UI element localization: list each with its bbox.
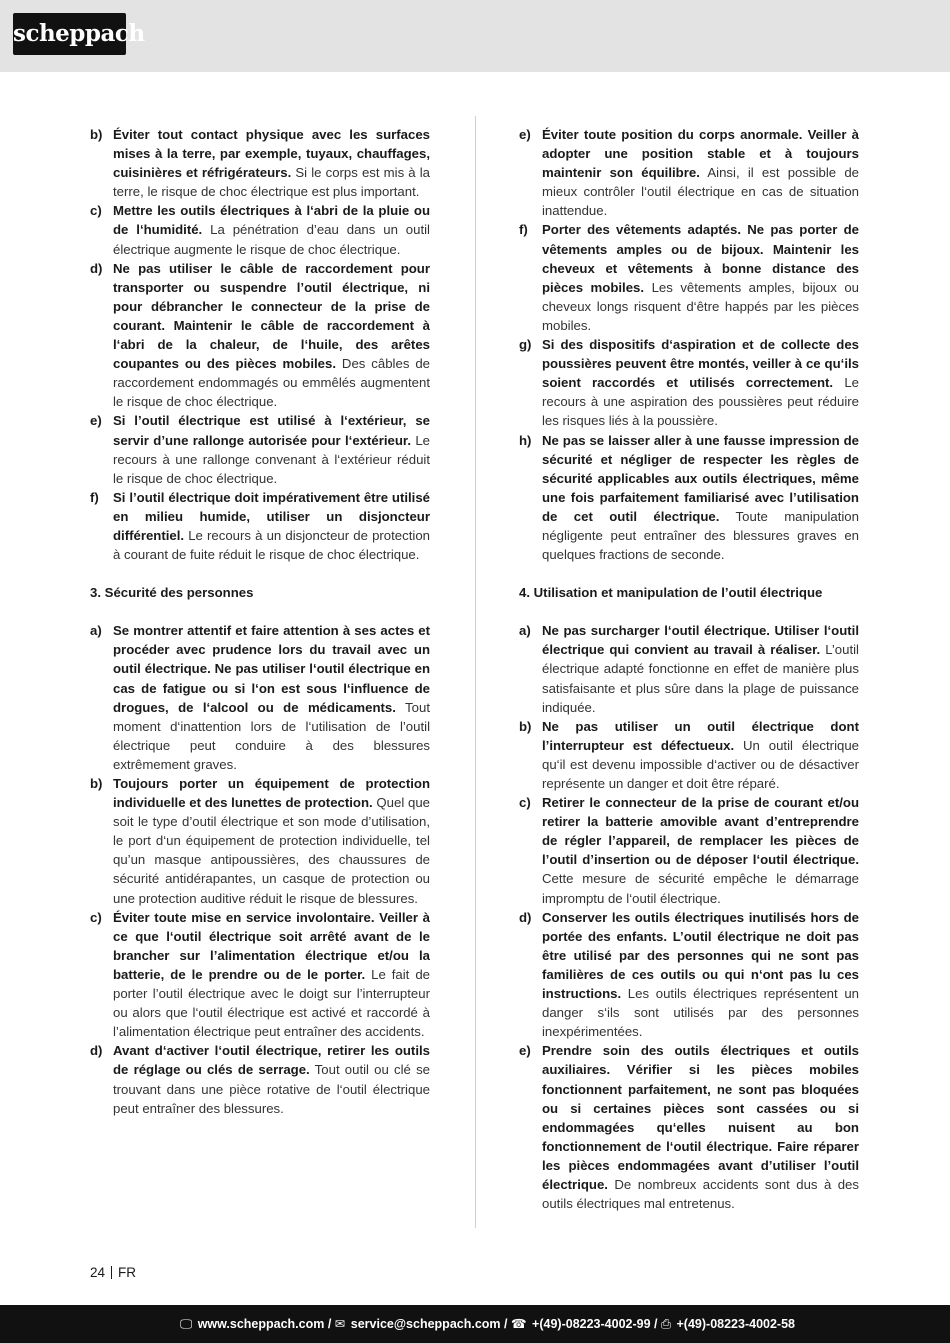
list-item-instruction: Conserver les outils électriques inutilisés hors de portée des enfants. L’outil électrique ne doit pas être utilisé par des personnes qui ne sont pas familières de ces outils ou qui n‘ont pas lu ces instructions. (542, 909, 859, 1002)
list-item-letter: a) (90, 623, 102, 639)
mail-icon: ✉ (334, 1317, 346, 1331)
list-item-instruction: Avant d‘activer l‘outil électrique, retirer les outils de réglage ou clés de serrage. (113, 1043, 430, 1078)
right-items-top (519, 125, 859, 564)
list-item-letter: d) (90, 260, 103, 276)
page-header (0, 0, 950, 72)
section-heading-3: 3. Sécurité des personnes (90, 585, 254, 601)
list-item-explanation: Le recours à une rallonge convenant à l‘extérieur réduit le risque de choc électrique. (113, 432, 430, 486)
language-code: FR (118, 1265, 137, 1280)
list-item-instruction: Prendre soin des outils électriques et outils auxiliaires. Vérifier si les pièces mobiles fonctionnent parfaitement, ne sont pas bloquées ou si certaines pièces sont cassées ou si endommagées qu‘elles nuisent au bon fonctionnement de l‘outil électrique. Faire réparer les pièces endommagées avant d’utiliser l’outil électrique. (542, 1043, 859, 1192)
list-item-letter: f) (90, 489, 99, 505)
list-item (90, 621, 430, 774)
spacer (519, 564, 859, 583)
list-item-explanation: Toute manipulation négligente peut entraîner des blessures graves en quelques fractions de seconde. (542, 508, 859, 563)
list-item (519, 220, 859, 335)
list-item-explanation: Un outil électrique qu‘il est devenu impossible d‘activer ou de désactiver représente un danger et doit être réparé. (542, 737, 859, 791)
list-item-instruction: Éviter toute mise en service involontaire. Veiller à ce que l‘outil électrique soit arrêté avant de le brancher sur l’alimentation électrique et/ou la batterie, de le prendre ou de le porter. (113, 909, 430, 982)
list-item (90, 259, 430, 412)
list-item-explanation: Tout moment d‘inattention lors de l‘utilisation de l’outil électrique peut conduire à des blessures extrêmement graves. (113, 699, 430, 772)
list-item-instruction: Se montrer attentif et faire attention à ses actes et procéder avec prudence lors du travail avec un outil électrique. Ne pas utiliser l‘outil électrique en cas de fatigue ou si l‘on est sous l‘influence de drogues, de l‘alcool ou de médicaments. (113, 623, 430, 715)
scheppach-logo: scheppach (13, 13, 126, 55)
list-item-explanation: L’outil électrique adapté fonctionne en effet de manière plus satisfaisante et plus sûre dans la plage de puissance indiquée. (542, 642, 859, 715)
phone-icon: ☎ (510, 1317, 527, 1331)
list-item-explanation: Quel que soit le type d’outil électrique et son mode d’utilisation, le port d‘un équipement de protection individuelle, tel qu’un masque antipoussières, des chaussures de sécurité antidérapantes, un casque de protection ou une protection auditive réduit le risque de blessures. (113, 795, 430, 906)
section-heading-4: 4. Utilisation et manipulation de l’outil électrique (519, 585, 823, 601)
list-item-letter: h) (519, 432, 532, 448)
list-item (90, 908, 430, 1042)
list-item (519, 793, 859, 908)
spacer (90, 564, 430, 583)
list-item-explanation: Les outils électriques représentent un danger s‘ils sont utilisés par des personnes inexpérimentées. (542, 986, 859, 1040)
list-item-instruction: Si l’outil électrique doit impérativement être utilisé en milieu humide, utiliser un disjoncteur différentiel. (113, 489, 430, 543)
footer-phone: +(49)-08223-4002-99 (532, 1317, 651, 1331)
list-item-explanation: La pénétration d’eau dans un outil électrique augmente le risque de choc électrique. (113, 222, 430, 257)
list-item-instruction: Ne pas utiliser un outil électrique dont l’interrupteur est défectueux. (542, 718, 859, 753)
footer-separator: / (654, 1317, 658, 1331)
list-item (519, 908, 859, 1042)
list-item-explanation: De nombreux accidents sont dus à des outils électriques mal entretenus. (542, 1176, 859, 1212)
list-item-letter: b) (90, 127, 103, 142)
list-item-instruction: Éviter toute position du corps anormale. Veiller à adopter une position stable et à toujours maintenir son équilibre. (542, 127, 859, 181)
list-item-instruction: Mettre les outils électriques à l‘abri de la pluie ou de l‘humidité. (113, 203, 430, 238)
left-items-top (90, 125, 430, 564)
page-number-block (90, 1265, 136, 1280)
list-item-instruction: Toujours porter un équipement de protection individuelle et des lunettes de protection. (113, 776, 430, 811)
column-divider (475, 116, 476, 1228)
list-item (90, 1041, 430, 1117)
footer-fax: +(49)-08223-4002-58 (676, 1317, 795, 1331)
footer-contact (180, 1305, 795, 1343)
page-number: 24 (90, 1265, 106, 1280)
list-item (519, 717, 859, 793)
left-items-bottom (90, 621, 430, 1117)
list-item-letter: d) (90, 1043, 103, 1059)
list-item-instruction: Ne pas se laisser aller à une fausse impression de sécurité et négliger de respecter les règles de sécurité applicables aux outils électriques, même une fois parfaitement familiarisé avec l’utilisation de cet outil électrique. (542, 432, 859, 524)
computer-icon: 🖵 (180, 1317, 193, 1331)
list-item-explanation: Si le corps est mis à la terre, le risque de choc électrique est plus important. (113, 165, 430, 200)
list-item-letter: e) (90, 413, 102, 429)
list-item-letter: b) (519, 718, 532, 734)
list-item-letter: a) (519, 623, 531, 639)
list-item (519, 621, 859, 716)
list-item-explanation: Ainsi, il est possible de mieux contrôler l‘outil électrique en cas de situation inattendue. (542, 165, 859, 219)
list-item-explanation: Les vêtements amples, bijoux ou cheveux longs risquent d‘être happés par les pièces mobiles. (542, 279, 859, 333)
list-item (519, 1041, 859, 1213)
list-item (519, 431, 859, 565)
footer-separator: / (327, 1317, 332, 1331)
list-item-instruction: Ne pas utiliser le câble de raccordement pour transporter ou suspendre l’outil électrique, ni pour débrancher le connecteur de la prise de courant. Maintenir le câble de raccordement à l‘abri de la chaleur, de l‘huile, des arêtes coupantes ou des pièces mobiles. (113, 260, 430, 372)
list-item-letter: d) (519, 909, 532, 925)
list-item (519, 335, 859, 430)
list-item (90, 774, 430, 908)
right-column (519, 125, 859, 1213)
fax-icon: ⎙ (661, 1317, 672, 1331)
right-items-bottom (519, 621, 859, 1213)
list-item-instruction: Porter des vêtements adaptés. Ne pas porter de vêtements amples ou de bijoux. Maintenir les cheveux et vêtements à bonne distance des pièces mobiles. (542, 222, 859, 295)
footer-separator: / (504, 1317, 508, 1331)
list-item-letter: e) (519, 1043, 531, 1059)
list-item-explanation: Tout outil ou clé se trouvant dans une pièce rotative de l‘outil électrique peut entraîner des blessures. (113, 1062, 431, 1116)
list-item-explanation: Le recours à un disjoncteur de protection à courant de fuite réduit le risque de choc électrique. (113, 527, 430, 563)
list-item-explanation: Le recours à une aspiration des poussières peut réduire les risques liés à la poussière. (542, 375, 859, 429)
list-item-letter: b) (90, 776, 103, 791)
list-item (90, 411, 430, 487)
list-item (519, 125, 859, 220)
list-item-letter: c) (90, 203, 102, 219)
list-item-instruction: Si l’outil électrique est utilisé à l‘extérieur, se servir d’une rallonge autorisée pour l‘extérieur. (113, 413, 430, 448)
list-item-letter: g) (519, 337, 532, 353)
list-item (90, 201, 430, 258)
list-item-instruction: Si des dispositifs d‘aspiration et de collecte des poussières peuvent être montés, veiller à ce qu‘ils soient raccordés et utilisés correctement. (542, 337, 859, 391)
list-item-letter: e) (519, 127, 531, 142)
list-item (90, 125, 430, 201)
list-item-instruction: Retirer le connecteur de la prise de courant et/ou retirer la batterie amovible avant d’entreprendre de régler l’appareil, de remplacer les pièces de l’outil d’insertion ou de déposer l‘outil électrique. (542, 795, 859, 868)
list-item (90, 488, 430, 564)
list-item-letter: c) (519, 795, 531, 811)
footer-website[interactable]: www.scheppach.com (197, 1317, 325, 1331)
footer-email[interactable]: service@scheppach.com (350, 1317, 501, 1331)
list-item-instruction: Éviter tout contact physique avec les surfaces mises à la terre, par exemple, tuyaux, chauffages, cuisinières et réfrigérateurs. (113, 127, 430, 181)
list-item-explanation: Cette mesure de sécurité empêche le démarrage impromptu de l‘outil électrique. (542, 871, 859, 906)
list-item-letter: f) (519, 222, 528, 238)
left-column (90, 125, 430, 1118)
list-item-explanation: Le fait de porter l’outil électrique avec le doigt sur l’interrupteur ou alors que l‘outil électrique est activé et raccordé à l’alimentation électrique peut entraîner des accidents. (113, 966, 430, 1040)
list-item-letter: c) (90, 909, 102, 925)
page-footer (0, 1305, 950, 1343)
list-item-explanation: Des câbles de raccordement endommagés ou emmêlés augmentent le risque de choc électrique. (113, 356, 431, 410)
list-item-instruction: Ne pas surcharger l‘outil électrique. Utiliser l‘outil électrique qui convient au travail à réaliser. (542, 623, 859, 658)
page-number-separator (111, 1266, 112, 1279)
